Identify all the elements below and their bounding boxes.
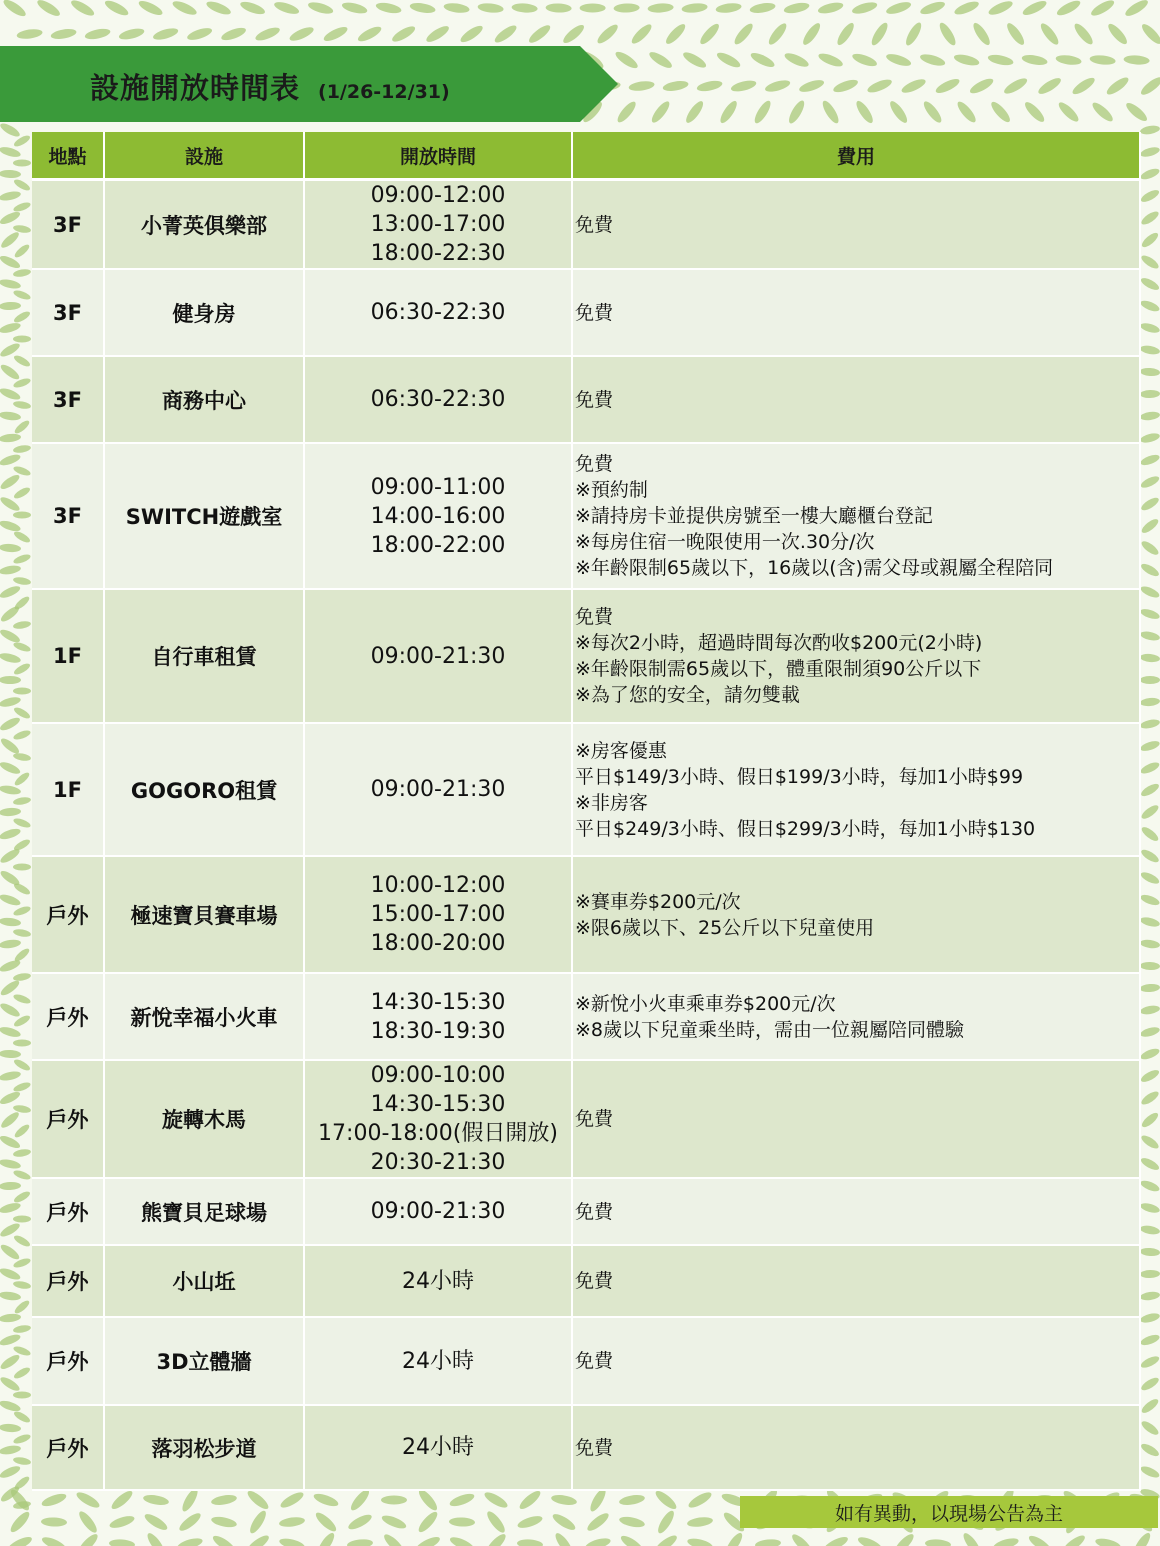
facility-cell: SWITCH遊戲室	[104, 443, 304, 589]
facility-cell: 小菁英俱樂部	[104, 180, 304, 270]
location-cell: 3F	[32, 356, 104, 443]
location-cell: 戶外	[32, 1245, 104, 1317]
fee-line: 免費	[575, 1350, 614, 1372]
facility-cell: 3D立體牆	[104, 1317, 304, 1405]
hours-line: 17:00-18:00(假日開放)	[318, 1121, 558, 1146]
hours-line: 18:30-19:30	[370, 1018, 506, 1044]
facility-cell: 落羽松步道	[104, 1405, 304, 1490]
hours-line: 09:00-21:30	[370, 643, 506, 669]
hours-line: 24小時	[402, 1435, 474, 1460]
location-cell: 1F	[32, 589, 104, 723]
fee-line: ※年齡限制65歲以下，16歲以(含)需父母或親屬全程陪同	[575, 557, 1054, 579]
location-cell: 戶外	[32, 856, 104, 973]
page-title-group	[90, 66, 450, 110]
fee-cell	[572, 356, 1140, 443]
table-row	[32, 723, 1140, 856]
hours-cell	[304, 973, 572, 1060]
hours-line: 18:00-20:00	[370, 931, 506, 956]
facility-cell: 熊寶貝足球場	[104, 1178, 304, 1245]
fee-line: ※為了您的安全，請勿雙載	[575, 684, 800, 706]
fee-line: ※非房客	[575, 791, 648, 814]
location-cell: 戶外	[32, 1405, 104, 1490]
hours-line: 06:30-22:30	[370, 300, 506, 325]
fee-line: 免費	[575, 1200, 614, 1223]
facility-cell: 自行車租賃	[104, 589, 304, 723]
hours-line: 09:00-12:00	[370, 183, 506, 208]
hours-cell	[304, 1405, 572, 1490]
hours-line: 09:00-11:00	[370, 474, 506, 500]
fee-line: 免費	[575, 1108, 614, 1130]
location-cell: 戶外	[32, 1060, 104, 1178]
fee-cell	[572, 1317, 1140, 1405]
fee-line: ※每次2小時，超過時間每次酌收$200元(2小時)	[575, 632, 983, 654]
fee-line: ※新悅小火車乘車券$200元/次	[575, 992, 836, 1015]
fee-line: 免費	[575, 1436, 614, 1459]
hours-cell	[304, 180, 572, 270]
table-row	[32, 443, 1140, 589]
hours-cell	[304, 269, 572, 356]
hours-line: 24小時	[402, 1348, 474, 1374]
hours-line: 06:30-22:30	[370, 387, 506, 412]
location-cell: 3F	[32, 180, 104, 270]
page-title: 設施開放時間表	[90, 71, 301, 105]
hours-cell	[304, 1245, 572, 1317]
fee-cell	[572, 443, 1140, 589]
hours-cell	[304, 856, 572, 973]
table-header-row	[32, 132, 1140, 180]
hours-line: 20:30-21:30	[370, 1150, 506, 1175]
fee-cell	[572, 856, 1140, 973]
fee-line: ※請持房卡並提供房號至一樓大廳櫃台登記	[575, 505, 933, 527]
fee-line: 免費	[575, 388, 614, 411]
hours-cell	[304, 1178, 572, 1245]
fee-line: ※限6歲以下、25公斤以下兒童使用	[575, 916, 875, 939]
hours-line: 09:00-10:00	[370, 1063, 506, 1088]
fee-line: 平日$249/3小時、假日$299/3小時，每加1小時$130	[575, 817, 1036, 840]
fee-line: ※賽車券$200元/次	[575, 890, 741, 913]
fee-line: ※預約制	[575, 479, 648, 501]
location-cell: 1F	[32, 723, 104, 856]
facility-cell: GOGORO租賃	[104, 723, 304, 856]
fee-cell	[572, 269, 1140, 356]
fee-line: 平日$149/3小時、假日$199/3小時，每加1小時$99	[575, 765, 1024, 788]
table-row	[32, 180, 1140, 270]
table-row	[32, 1317, 1140, 1405]
fee-cell	[572, 1060, 1140, 1178]
table-row	[32, 269, 1140, 356]
facility-cell: 極速寶貝賽車場	[104, 856, 304, 973]
hours-line: 18:00-22:00	[370, 532, 506, 558]
location-cell: 戶外	[32, 973, 104, 1060]
footer-note: 如有異動，以現場公告為主	[740, 1496, 1158, 1528]
location-cell: 戶外	[32, 1178, 104, 1245]
facility-cell: 小山坵	[104, 1245, 304, 1317]
hours-cell	[304, 443, 572, 589]
hours-line: 15:00-17:00	[370, 902, 506, 927]
header-facility: 設施	[104, 132, 304, 180]
facility-schedule-table	[32, 132, 1141, 1491]
table-row	[32, 1178, 1140, 1245]
hours-line: 18:00-22:30	[370, 241, 506, 266]
hours-cell	[304, 589, 572, 723]
fee-line: 免費	[575, 1270, 614, 1292]
hours-line: 09:00-21:30	[370, 777, 506, 802]
table-row	[32, 356, 1140, 443]
fee-line: ※房客優惠	[575, 739, 667, 762]
fee-line: 免費	[575, 453, 614, 475]
facility-cell: 商務中心	[104, 356, 304, 443]
fee-cell	[572, 723, 1140, 856]
fee-line: ※8歲以下兒童乘坐時，需由一位親屬陪同體驗	[575, 1018, 965, 1041]
table-row	[32, 1245, 1140, 1317]
fee-cell	[572, 589, 1140, 723]
hours-cell	[304, 1060, 572, 1178]
fee-cell	[572, 1405, 1140, 1490]
fee-cell	[572, 1178, 1140, 1245]
table-row	[32, 1405, 1140, 1490]
hours-line: 24小時	[402, 1268, 474, 1294]
hours-line: 14:30-15:30	[370, 989, 506, 1015]
hours-line: 14:30-15:30	[370, 1092, 506, 1117]
facility-cell: 健身房	[104, 269, 304, 356]
fee-line: ※每房住宿一晚限使用一次.30分/次	[575, 531, 875, 553]
date-range: (1/26-12/31)	[318, 81, 450, 103]
fee-cell	[572, 180, 1140, 270]
header-location: 地點	[32, 132, 104, 180]
hours-cell	[304, 1317, 572, 1405]
hours-line: 09:00-21:30	[370, 1199, 506, 1224]
location-cell: 3F	[32, 443, 104, 589]
table-row	[32, 1060, 1140, 1178]
fee-line: 免費	[575, 301, 614, 324]
hours-cell	[304, 356, 572, 443]
hours-cell	[304, 723, 572, 856]
table-row	[32, 973, 1140, 1060]
fee-line: ※年齡限制需65歲以下，體重限制須90公斤以下	[575, 658, 982, 680]
header-hours: 開放時間	[304, 132, 572, 180]
hours-line: 13:00-17:00	[370, 212, 506, 237]
facility-cell: 旋轉木馬	[104, 1060, 304, 1178]
hours-line: 14:00-16:00	[370, 503, 506, 529]
fee-line: 免費	[575, 606, 614, 628]
fee-cell	[572, 973, 1140, 1060]
table-row	[32, 856, 1140, 973]
facility-cell: 新悅幸福小火車	[104, 973, 304, 1060]
location-cell: 戶外	[32, 1317, 104, 1405]
hours-line: 10:00-12:00	[370, 873, 506, 898]
header-fee: 費用	[572, 132, 1140, 180]
fee-cell	[572, 1245, 1140, 1317]
table-row	[32, 589, 1140, 723]
location-cell: 3F	[32, 269, 104, 356]
fee-line: 免費	[575, 213, 614, 236]
